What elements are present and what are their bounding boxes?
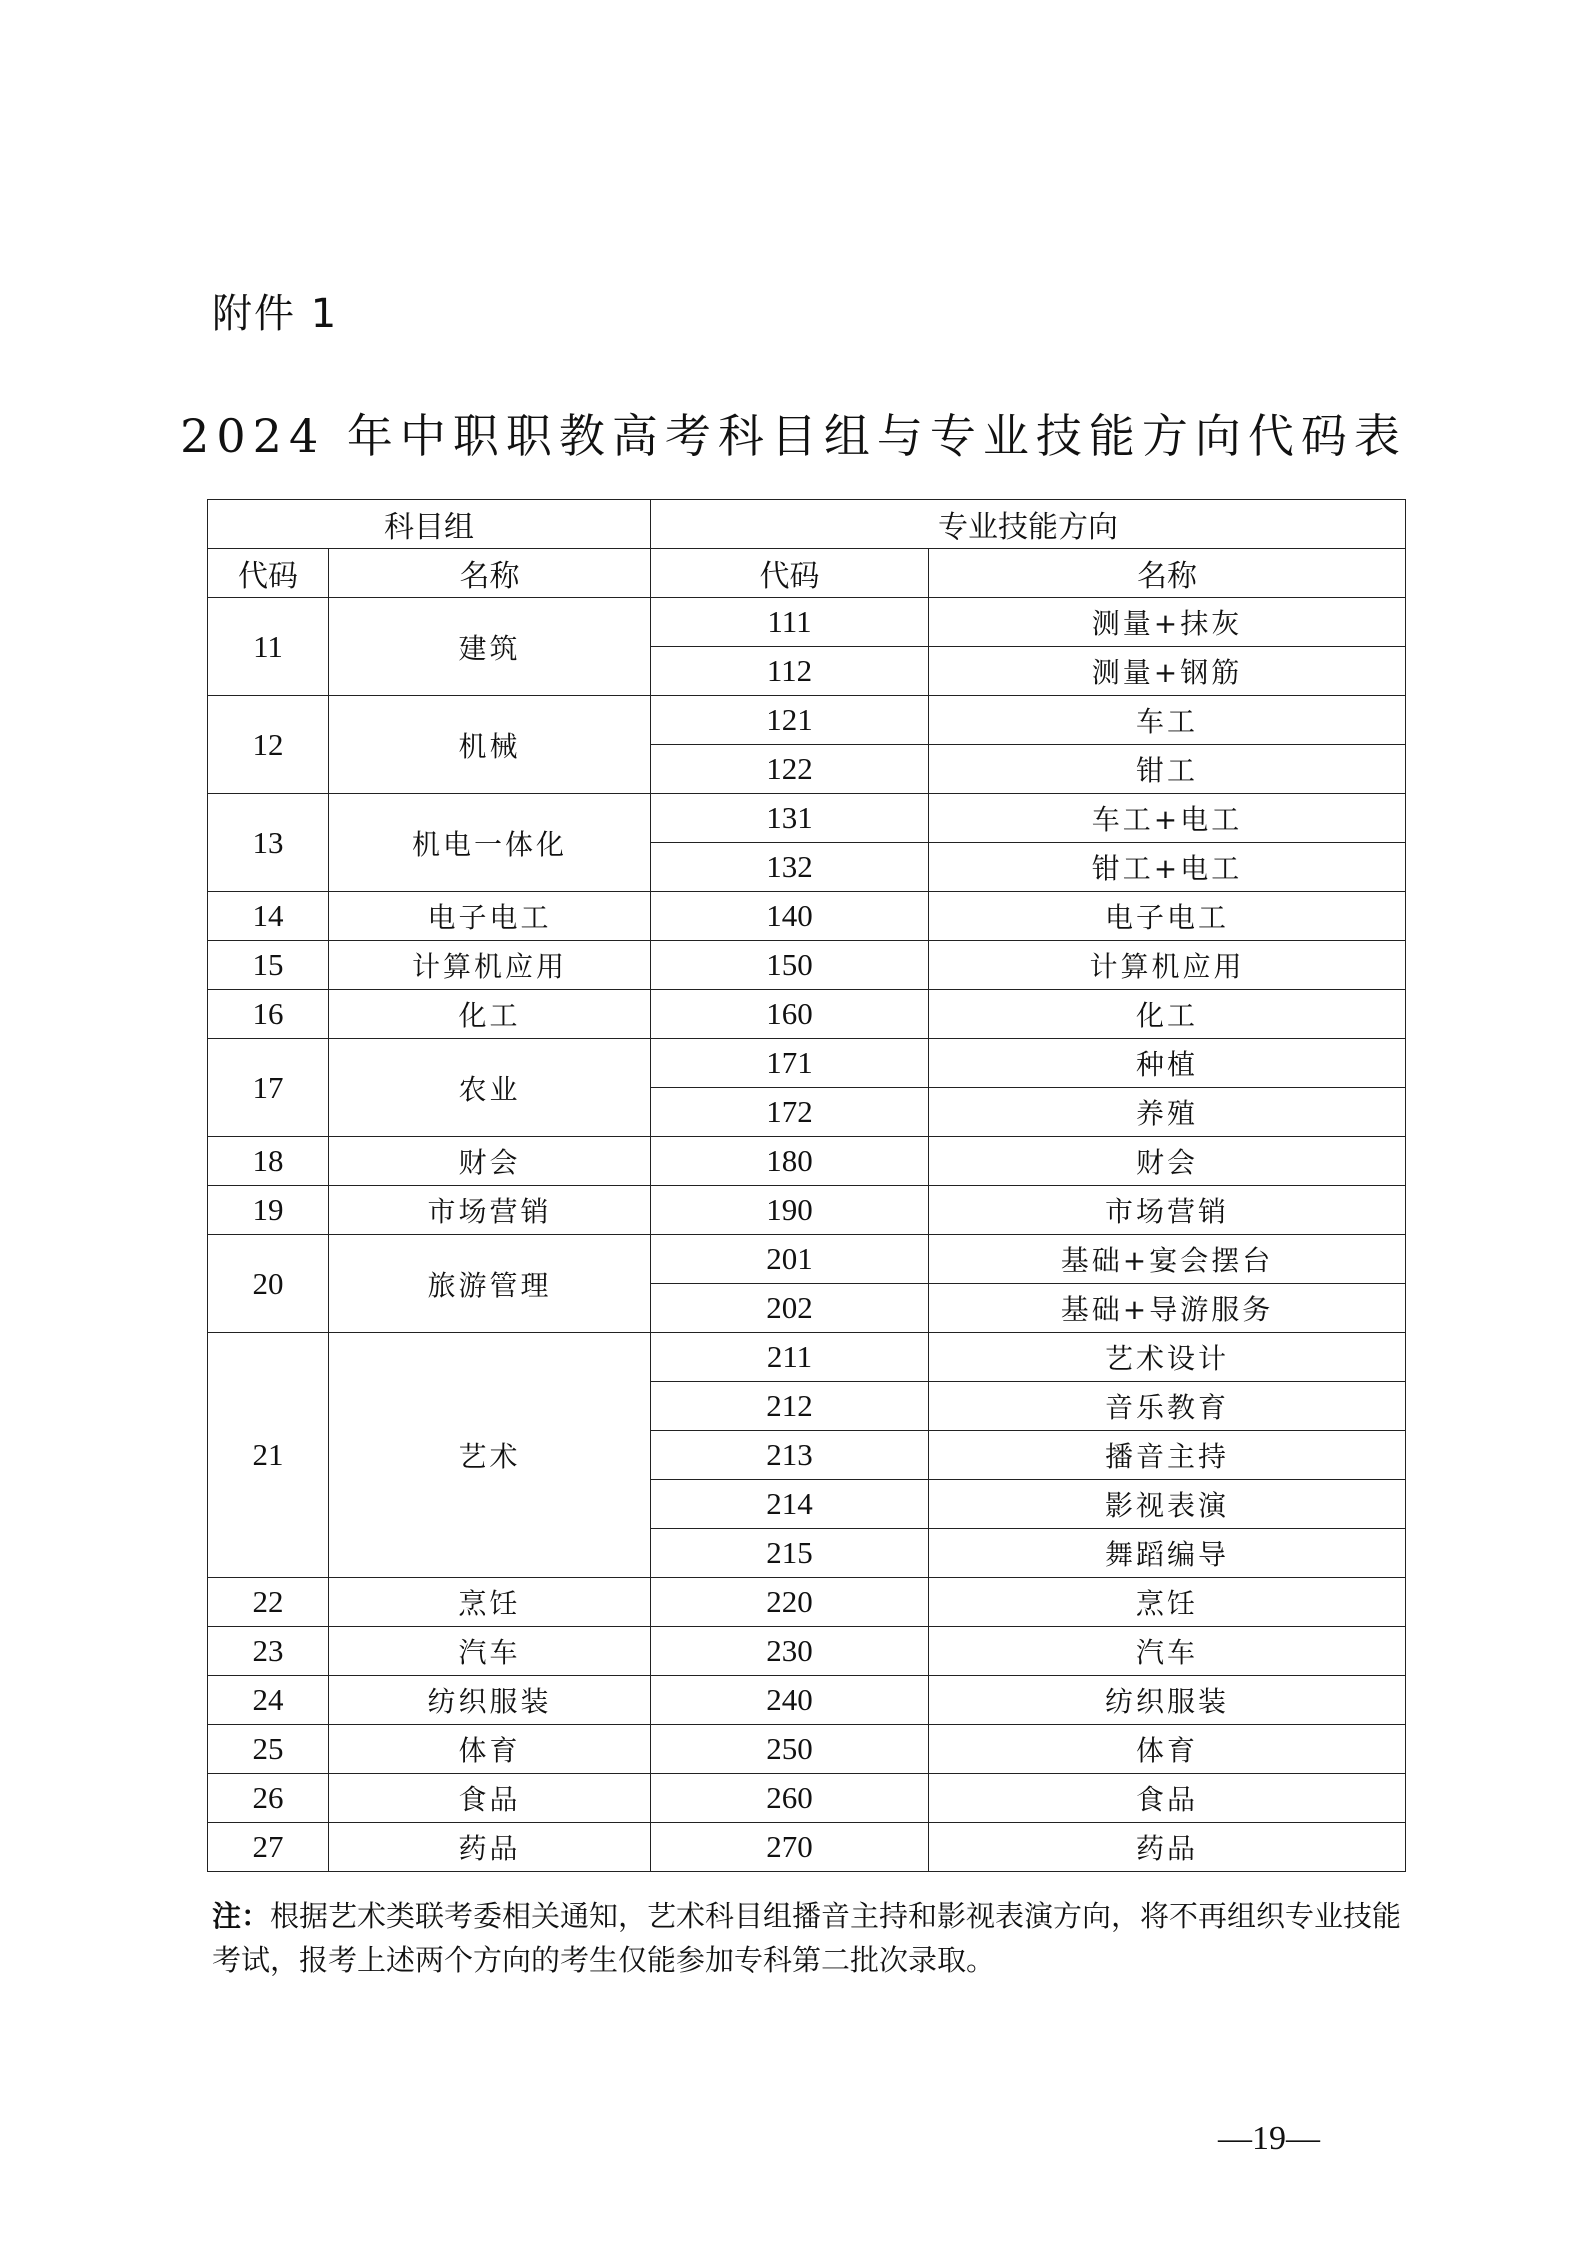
group-name-cell: 建筑	[329, 598, 651, 696]
direction-code-cell: 213	[651, 1431, 929, 1480]
page-title: 2024 年中职职教高考科目组与专业技能方向代码表	[180, 409, 1407, 463]
direction-code-cell: 180	[651, 1137, 929, 1186]
table-row	[208, 1725, 1406, 1774]
direction-code-cell: 171	[651, 1039, 929, 1088]
direction-code-cell: 270	[651, 1823, 929, 1872]
table-row	[208, 1627, 1406, 1676]
group-code-cell: 15	[208, 941, 329, 990]
direction-code-cell: 214	[651, 1480, 929, 1529]
header-group-name: 名称	[329, 549, 651, 598]
group-code-cell: 23	[208, 1627, 329, 1676]
header-direction: 专业技能方向	[651, 500, 1406, 549]
table-row	[208, 1333, 1406, 1382]
direction-code-cell: 215	[651, 1529, 929, 1578]
group-code-cell: 25	[208, 1725, 329, 1774]
page-number: —19—	[1218, 2120, 1320, 2157]
table-row	[208, 696, 1406, 745]
direction-code-cell: 201	[651, 1235, 929, 1284]
direction-code-cell: 250	[651, 1725, 929, 1774]
direction-name-cell: 种植	[929, 1039, 1406, 1088]
table-row	[208, 1578, 1406, 1627]
direction-name-cell: 烹饪	[929, 1578, 1406, 1627]
code-table	[207, 499, 1406, 1872]
direction-name-cell: 体育	[929, 1725, 1406, 1774]
group-code-cell: 13	[208, 794, 329, 892]
direction-name-cell: 市场营销	[929, 1186, 1406, 1235]
group-name-cell: 计算机应用	[329, 941, 651, 990]
group-name-cell: 艺术	[329, 1333, 651, 1578]
direction-code-cell: 122	[651, 745, 929, 794]
table-header	[208, 500, 1406, 598]
group-code-cell: 14	[208, 892, 329, 941]
table-row	[208, 1186, 1406, 1235]
group-name-cell: 烹饪	[329, 1578, 651, 1627]
direction-name-cell: 测量+抹灰	[929, 598, 1406, 647]
attachment-label: 附件 1	[212, 291, 339, 337]
group-name-cell: 农业	[329, 1039, 651, 1137]
header-group-code: 代码	[208, 549, 329, 598]
group-code-cell: 18	[208, 1137, 329, 1186]
group-code-cell: 11	[208, 598, 329, 696]
table-row	[208, 1137, 1406, 1186]
direction-name-cell: 钳工	[929, 745, 1406, 794]
table-row	[208, 1774, 1406, 1823]
note-text: 根据艺术类联考委相关通知，艺术科目组播音主持和影视表演方向，将不再组织专业技能考试，报考上述两个方向的考生仅能参加专科第二批次录取。	[212, 1899, 1402, 1977]
group-name-cell: 化工	[329, 990, 651, 1039]
direction-name-cell: 播音主持	[929, 1431, 1406, 1480]
header-direction-code: 代码	[651, 549, 929, 598]
direction-name-cell: 食品	[929, 1774, 1406, 1823]
table-row	[208, 598, 1406, 647]
table-row	[208, 1823, 1406, 1872]
footnote	[212, 1894, 1412, 1982]
group-code-cell: 24	[208, 1676, 329, 1725]
direction-name-cell: 纺织服装	[929, 1676, 1406, 1725]
direction-code-cell: 160	[651, 990, 929, 1039]
group-code-cell: 26	[208, 1774, 329, 1823]
direction-name-cell: 车工	[929, 696, 1406, 745]
group-name-cell: 纺织服装	[329, 1676, 651, 1725]
direction-code-cell: 131	[651, 794, 929, 843]
group-name-cell: 电子电工	[329, 892, 651, 941]
group-code-cell: 16	[208, 990, 329, 1039]
direction-name-cell: 基础+宴会摆台	[929, 1235, 1406, 1284]
direction-code-cell: 240	[651, 1676, 929, 1725]
group-name-cell: 市场营销	[329, 1186, 651, 1235]
table-row	[208, 990, 1406, 1039]
table-row	[208, 1039, 1406, 1088]
direction-name-cell: 计算机应用	[929, 941, 1406, 990]
group-name-cell: 机械	[329, 696, 651, 794]
direction-code-cell: 112	[651, 647, 929, 696]
direction-name-cell: 音乐教育	[929, 1382, 1406, 1431]
group-name-cell: 机电一体化	[329, 794, 651, 892]
group-code-cell: 22	[208, 1578, 329, 1627]
group-code-cell: 21	[208, 1333, 329, 1578]
table-row	[208, 794, 1406, 843]
group-code-cell: 27	[208, 1823, 329, 1872]
direction-code-cell: 220	[651, 1578, 929, 1627]
group-code-cell: 12	[208, 696, 329, 794]
note-label: 注：	[212, 1899, 271, 1933]
table-body	[208, 598, 1406, 1872]
group-name-cell: 旅游管理	[329, 1235, 651, 1333]
direction-name-cell: 影视表演	[929, 1480, 1406, 1529]
direction-name-cell: 车工+电工	[929, 794, 1406, 843]
header-direction-name: 名称	[929, 549, 1406, 598]
direction-code-cell: 212	[651, 1382, 929, 1431]
direction-name-cell: 药品	[929, 1823, 1406, 1872]
direction-code-cell: 190	[651, 1186, 929, 1235]
direction-code-cell: 172	[651, 1088, 929, 1137]
table-row	[208, 892, 1406, 941]
header-group: 科目组	[208, 500, 651, 549]
direction-name-cell: 养殖	[929, 1088, 1406, 1137]
table-row	[208, 1235, 1406, 1284]
direction-code-cell: 260	[651, 1774, 929, 1823]
direction-name-cell: 财会	[929, 1137, 1406, 1186]
direction-name-cell: 舞蹈编导	[929, 1529, 1406, 1578]
direction-name-cell: 电子电工	[929, 892, 1406, 941]
direction-name-cell: 汽车	[929, 1627, 1406, 1676]
direction-code-cell: 150	[651, 941, 929, 990]
group-name-cell: 财会	[329, 1137, 651, 1186]
group-name-cell: 食品	[329, 1774, 651, 1823]
direction-code-cell: 211	[651, 1333, 929, 1382]
group-code-cell: 19	[208, 1186, 329, 1235]
direction-name-cell: 钳工+电工	[929, 843, 1406, 892]
direction-name-cell: 测量+钢筋	[929, 647, 1406, 696]
group-name-cell: 体育	[329, 1725, 651, 1774]
group-name-cell: 药品	[329, 1823, 651, 1872]
table-row	[208, 941, 1406, 990]
group-code-cell: 20	[208, 1235, 329, 1333]
direction-code-cell: 121	[651, 696, 929, 745]
direction-code-cell: 230	[651, 1627, 929, 1676]
table-row	[208, 1676, 1406, 1725]
direction-code-cell: 140	[651, 892, 929, 941]
direction-code-cell: 111	[651, 598, 929, 647]
direction-name-cell: 艺术设计	[929, 1333, 1406, 1382]
direction-code-cell: 202	[651, 1284, 929, 1333]
direction-name-cell: 化工	[929, 990, 1406, 1039]
group-code-cell: 17	[208, 1039, 329, 1137]
direction-code-cell: 132	[651, 843, 929, 892]
group-name-cell: 汽车	[329, 1627, 651, 1676]
direction-name-cell: 基础+导游服务	[929, 1284, 1406, 1333]
